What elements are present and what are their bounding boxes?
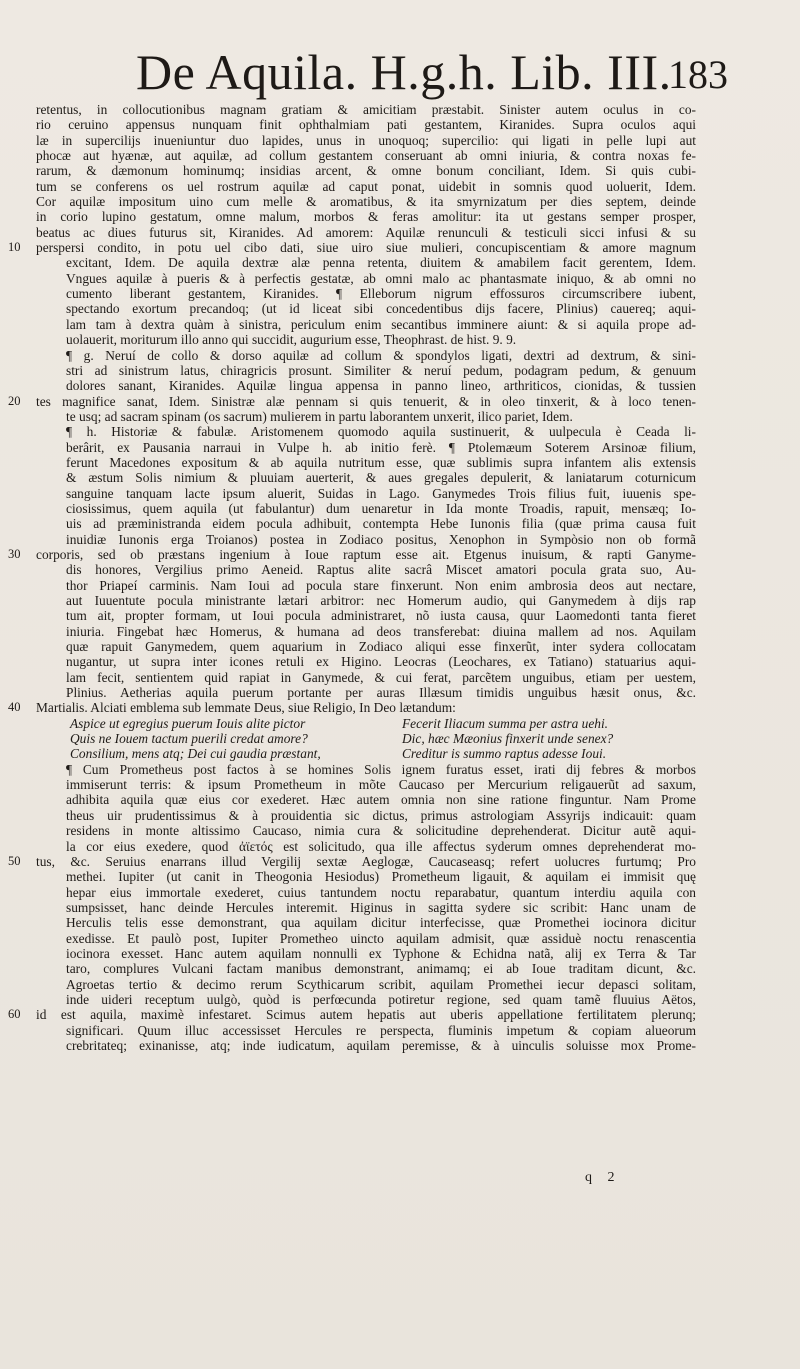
- text-line: [0, 700, 800, 715]
- folio-number: 183: [668, 52, 728, 97]
- line-number: 10: [8, 240, 21, 255]
- line-text: corporis, sed ob præstans ingenium à Ioue raptum esse ait. Etgenus inuisum, & rapti Ganyme-: [36, 546, 696, 562]
- text-line: [0, 440, 800, 455]
- text-line: [0, 363, 800, 378]
- line-text: læ in supercilijs inueniuntur duo lapides, unus in unoquoq; supercilio: qui ligati in pelle lupi aut: [36, 132, 696, 148]
- line-text: beatus ac diues futurus sit, Kiranides. Ad amorem: Aquilæ renunculi & testiculi sicci infusi & su: [36, 224, 696, 240]
- text-line: [0, 869, 800, 884]
- line-text: uis ad præministranda eidem pocula adhibuit, contempta Hebe Iunonis filia (quæ prima causa fuit: [66, 516, 696, 532]
- line-text: aut Iuuentute pocula ministrante lætari arbitror: nec Homerum audio, qui Ganymedem à dijs rap: [66, 593, 696, 608]
- text-line: [0, 808, 800, 823]
- text-line: [0, 378, 800, 393]
- text-line: [0, 547, 800, 562]
- line-text: dolores sanant, Kiranides. Aquilæ lingua appensa in panno lineo, arthriticos, cionidas, & tussien: [66, 378, 696, 394]
- line-text: Cor aquilæ impositum uino cum melle & aromatibus, & ita smyrnizatum per dies septem, deinde: [36, 194, 696, 210]
- line-text: quæ rapuit Ganymedem, quem aquarium in Zodiaco aliqui esse finxerũt, inter sydera collocatam: [66, 639, 696, 655]
- line-text: rarum, & dæmonum hominumq; insidias arcent, & omne bonum conciliant, Idem. Si quis cubi-: [36, 163, 696, 179]
- text-line: [0, 792, 800, 807]
- text-line: [0, 470, 800, 485]
- line-text: in corio lupino gestatum, omne malum, morbos & feras amolitur: ita ut gestans semper prosper,: [36, 209, 696, 225]
- text-line: [0, 225, 800, 240]
- line-text: retentus, in collocutionibus magnam gratiam & amicitiam præstabit. Sinister autem oculus in co-: [36, 102, 696, 117]
- line-text: residens in monte altissimo Caucaso, nimia cura & solicitudine deprehenderat. Dicitur autẽ aqui-: [66, 823, 696, 839]
- text-line: [0, 839, 800, 854]
- line-text: la cor eius exedere, quod ἀϊετός est solicitudo, qua ille affectus syderum omnes deprehenderat mo-: [66, 838, 696, 854]
- line-text: adhibita aquila quæ eius cor exederet. Hæc autem omnia non sine ratione finguntur. Nam Prome: [66, 792, 696, 808]
- text-line: [0, 946, 800, 961]
- text-line: [0, 854, 800, 869]
- line-text: thor Priapeí carminis. Nam Ioui ad pocula stare finxerunt. Non enim ambrosia deos aut nectare,: [66, 577, 696, 593]
- verse-right: Dic, hæc Mæonius finxerit unde senex?: [402, 731, 614, 747]
- text-line: [0, 301, 800, 316]
- verse-line: [0, 731, 800, 746]
- line-text: tus, &c. Seruius enarrans illud Vergilij sextæ Aeglogæ, Caucaseasq; refert uolucres furtumq; Pro: [36, 853, 696, 869]
- line-text: significari. Quum illuc accessisset Hercules re perspecta, fluminis impetum & copiam alueorum: [66, 1022, 696, 1038]
- text-line: [0, 163, 800, 178]
- line-text: stri ad sinistrum latus, chiragricis prosunt. Similiter & neruí pedum, podagram pedum, & genuum: [66, 362, 696, 378]
- line-text: immiserunt terris: & ipsum Prometheum in mõte Caucaso per Mercurium religauerũt ad saxum,: [66, 777, 696, 793]
- line-text: ciosissimus, quem aquila (ut fabulantur) dum uenaretur in Ida monte Troadis, rapuit, mensæq; Io-: [66, 500, 696, 516]
- verse-line: [0, 746, 800, 761]
- line-text: sanguine tanquam lacte ipsum aluerit, Suidas in Lago. Ganymedes Trois filius fuit, iuuenis spe-: [66, 485, 696, 501]
- line-text: phocæ aut hyænæ, aut aquilæ, ad collum gestantem conseruant ab omni iniuria, & contra noxas fe-: [36, 148, 696, 164]
- text-line: [0, 394, 800, 409]
- line-text: hepar eius immortale exederet, cuius tantundem noctu reparabatur, quantum interdiu aquila con: [66, 884, 696, 900]
- line-text: uolauerit, moriturum illo anno qui succidit, augurium esse, Theophrast. de hist. 9. 9.: [66, 332, 517, 348]
- text-line: [0, 915, 800, 930]
- text-body: [0, 102, 800, 1053]
- verse-left: Aspice ut egregius puerum Iouis alite pictor: [70, 715, 306, 731]
- line-text: tes magnifice sanat, Idem. Sinistræ alæ pennam si quis tenuerit, & in oleo tinxerit, & à loco tenen-: [36, 393, 696, 409]
- text-line: [0, 102, 800, 117]
- line-text: excitant, Idem. De aquila dextræ alæ penna retenta, diuitem & amabilem facit gerentem, Idem.: [66, 255, 696, 271]
- text-line: [0, 532, 800, 547]
- line-text: Agroetas tertio & decimo rerum Scythicarum scribit, aquilam Promethei iecur depasci solitam,: [66, 976, 696, 992]
- text-line: [0, 1038, 800, 1053]
- text-line: [0, 823, 800, 838]
- line-text: nugantur, ut supra inter icones retuli ex Higino. Leocras (Leochares, ex Tatiano) statuarius aqui-: [66, 654, 696, 670]
- text-line: [0, 931, 800, 946]
- line-text: taro, complures Vulcani factam manibus demonstrant, animamq; ei ab Ioue traditam dicunt, &c.: [66, 961, 696, 977]
- line-number: 20: [8, 393, 21, 408]
- text-line: [0, 639, 800, 654]
- text-line: [0, 240, 800, 255]
- text-line: [0, 608, 800, 623]
- text-line: [0, 332, 800, 347]
- verse-left: Consilium, mens atq; Dei cui gaudia præstant,: [70, 746, 321, 762]
- line-text: methei. Iupiter (ut canit in Theogonia Hesiodus) Prometheum ligauit, & aquilam ei immisit quę: [66, 869, 696, 885]
- line-text: ¶ g. Neruí de collo & dorso aquilæ ad collum & spondylos ligati, dextri ad dextrum, & sini-: [66, 347, 696, 363]
- verse-right: Fecerit Iliacum summa per astra uehi.: [402, 715, 609, 731]
- text-line: [0, 424, 800, 439]
- line-text: ¶ Cum Prometheus post factos à se homines Solis ignem furatus esset, irati dij febres & morbos: [66, 761, 696, 777]
- text-line: [0, 578, 800, 593]
- line-text: Vngues aquilæ à pueris & à perfectis gestatæ, ab omni malo ac phantasmate iniquo, & ab omni no: [66, 270, 696, 286]
- text-line: [0, 286, 800, 301]
- text-line: [0, 1007, 800, 1022]
- text-line: [0, 562, 800, 577]
- text-line: [0, 133, 800, 148]
- text-line: [0, 762, 800, 777]
- line-text: spectando exortum precandoq; (ut id liceat sibi concedentibus dijs facere, Plinius) cauereq; aqui-: [66, 301, 696, 317]
- text-line: [0, 255, 800, 270]
- line-number: 50: [8, 853, 21, 868]
- line-text: iocinora exesset. Hanc autem aquilam nonnulli ex Typhone & Echidna natã, alij ex Terra & Tar: [66, 945, 696, 961]
- text-line: [0, 271, 800, 286]
- line-text: & æstum Solis nimium & pluuiam auerterit, & aues gregales depulerit, & laniatarum coturnicum: [66, 470, 696, 486]
- text-line: [0, 486, 800, 501]
- line-text: rio ceruino appensus nunquam finit ophthalmiam pati gestantem, Kiranides. Supra oculos aqui: [36, 117, 696, 133]
- text-line: [0, 885, 800, 900]
- signature-mark: q 2: [585, 1170, 621, 1185]
- line-text: ¶ h. Historiæ & fabulæ. Aristomenem quomodo aquila sustinuerit, & uulpecula è Ceada li-: [66, 424, 696, 440]
- text-line: [0, 593, 800, 608]
- text-line: [0, 977, 800, 992]
- line-text: sumpsisset, hanc deinde Hercules interemit. Higinus in sagitta sydere sic scribit: Hanc unam de: [66, 899, 696, 915]
- line-text: berârit, ex Pausania narraui in Vulpe h. ab initio ferè. ¶ Ptolemæum Soterem Arsinoæ filium,: [66, 439, 696, 455]
- text-line: [0, 670, 800, 685]
- text-line: [0, 992, 800, 1007]
- line-number: 30: [8, 546, 21, 561]
- line-text: exedisse. Et paulò post, Iupiter Prometheo uincto aquilam admisit, quæ assiduè noctu renascentia: [66, 930, 696, 946]
- text-line: [0, 409, 800, 424]
- text-line: [0, 317, 800, 332]
- line-text: Plinius. Aetherias aquila puerum portante per auras Illæsum timidis unguibus hæsit onus, &c.: [66, 685, 696, 701]
- text-line: [0, 194, 800, 209]
- verse-line: [0, 716, 800, 731]
- line-text: id est aquila, maximè infestaret. Scimus autem hepatis aut uberis appellatione fertilitatem plerunq;: [36, 1007, 696, 1023]
- text-line: [0, 516, 800, 531]
- text-line: [0, 348, 800, 363]
- text-line: [0, 455, 800, 470]
- text-line: [0, 900, 800, 915]
- line-text: te usq; ad sacram spinam (os sacrum) mulierem in partu laborantem unxerit, ilico pariet, Idem.: [66, 408, 573, 424]
- text-line: [0, 209, 800, 224]
- line-text: inuidiæ Iunonis erga Troianos) postea in Zodiaco positus, Xenophon in Sympòsio non ob formã: [66, 531, 696, 547]
- line-text: tum ait, propter formam, ut Ioui pocula administraret, nõ iusta causa, quur Laomedonti tanta fieret: [66, 608, 696, 624]
- line-text: ferunt Macedones expositum & ab aquila nutritum esse, quæ sublimis supra infantem alis extensis: [66, 454, 696, 470]
- page-title: De Aquila. H.g.h. Lib. III.: [136, 44, 672, 100]
- line-text: dis honores, Vergilius primo Aeneid. Raptus alite sacrâ Miscet amatori pocula grata suo, Au-: [66, 562, 696, 578]
- running-header: [108, 43, 728, 103]
- line-text: theus uir prudentissimus & à prouidentia sic dictus, primus astrologiam Assyrijs indicauit: quam: [66, 807, 696, 823]
- verse-right: Creditur is summo raptus adesse Ioui.: [402, 746, 607, 762]
- line-text: lam tam à dextra quàm à sinistra, periculum enim secantibus imminere aiunt: & si aquila prope ad-: [66, 316, 696, 332]
- line-text: cumento liberant gestantem, Kiranides. ¶ Elleborum nigrum effossuros circumscribere iubent,: [66, 286, 696, 302]
- text-line: [0, 624, 800, 639]
- text-line: [0, 117, 800, 132]
- text-line: [0, 685, 800, 700]
- line-number: 40: [8, 700, 21, 715]
- verse-left: Quis ne Iouem tactum puerili credat amore?: [70, 731, 308, 747]
- text-line: [0, 179, 800, 194]
- text-line: [0, 961, 800, 976]
- line-text: iniuria. Fingebat hæc Homerus, & humana ad deos transferebat: diuina mallem ad nos. Aquilam: [66, 623, 696, 639]
- text-line: [0, 501, 800, 516]
- text-line: [0, 777, 800, 792]
- text-line: [0, 654, 800, 669]
- line-number: 60: [8, 1007, 21, 1022]
- line-text: inde uideri receptum uulgò, quòd is perfœcunda potiretur regione, sed quam tamẽ fluuius Aëtos,: [66, 991, 696, 1007]
- line-text: Martialis. Alciati emblema sub lemmate Deus, siue Religio, In Deo lætandum:: [36, 700, 456, 716]
- line-text: lam fecit, sentientem quid rapiat in Ganymede, & cui ferat, parcẽtem unguibus, etiam per uestem,: [66, 669, 696, 685]
- line-text: Herculis telis esse demonstrant, qua aquilam dicitur interfecisse, quæ Promethei iocinora dicitur: [66, 915, 696, 931]
- text-line: [0, 148, 800, 163]
- line-text: crebritateq; exinanisse, atq; inde iudicatum, aquilam peremisse, & à uinculis soluisse mox Prome-: [66, 1037, 696, 1053]
- line-text: tum se conferens os uel rostrum aquilæ ad caput ponat, uidebit in somnis quod uoluerit, Idem.: [36, 178, 696, 194]
- line-text: perspersi condito, in potu uel cibo dati, siue uiro siue mulieri, concupiscentiam & amore magnum: [36, 240, 696, 256]
- text-line: [0, 1023, 800, 1038]
